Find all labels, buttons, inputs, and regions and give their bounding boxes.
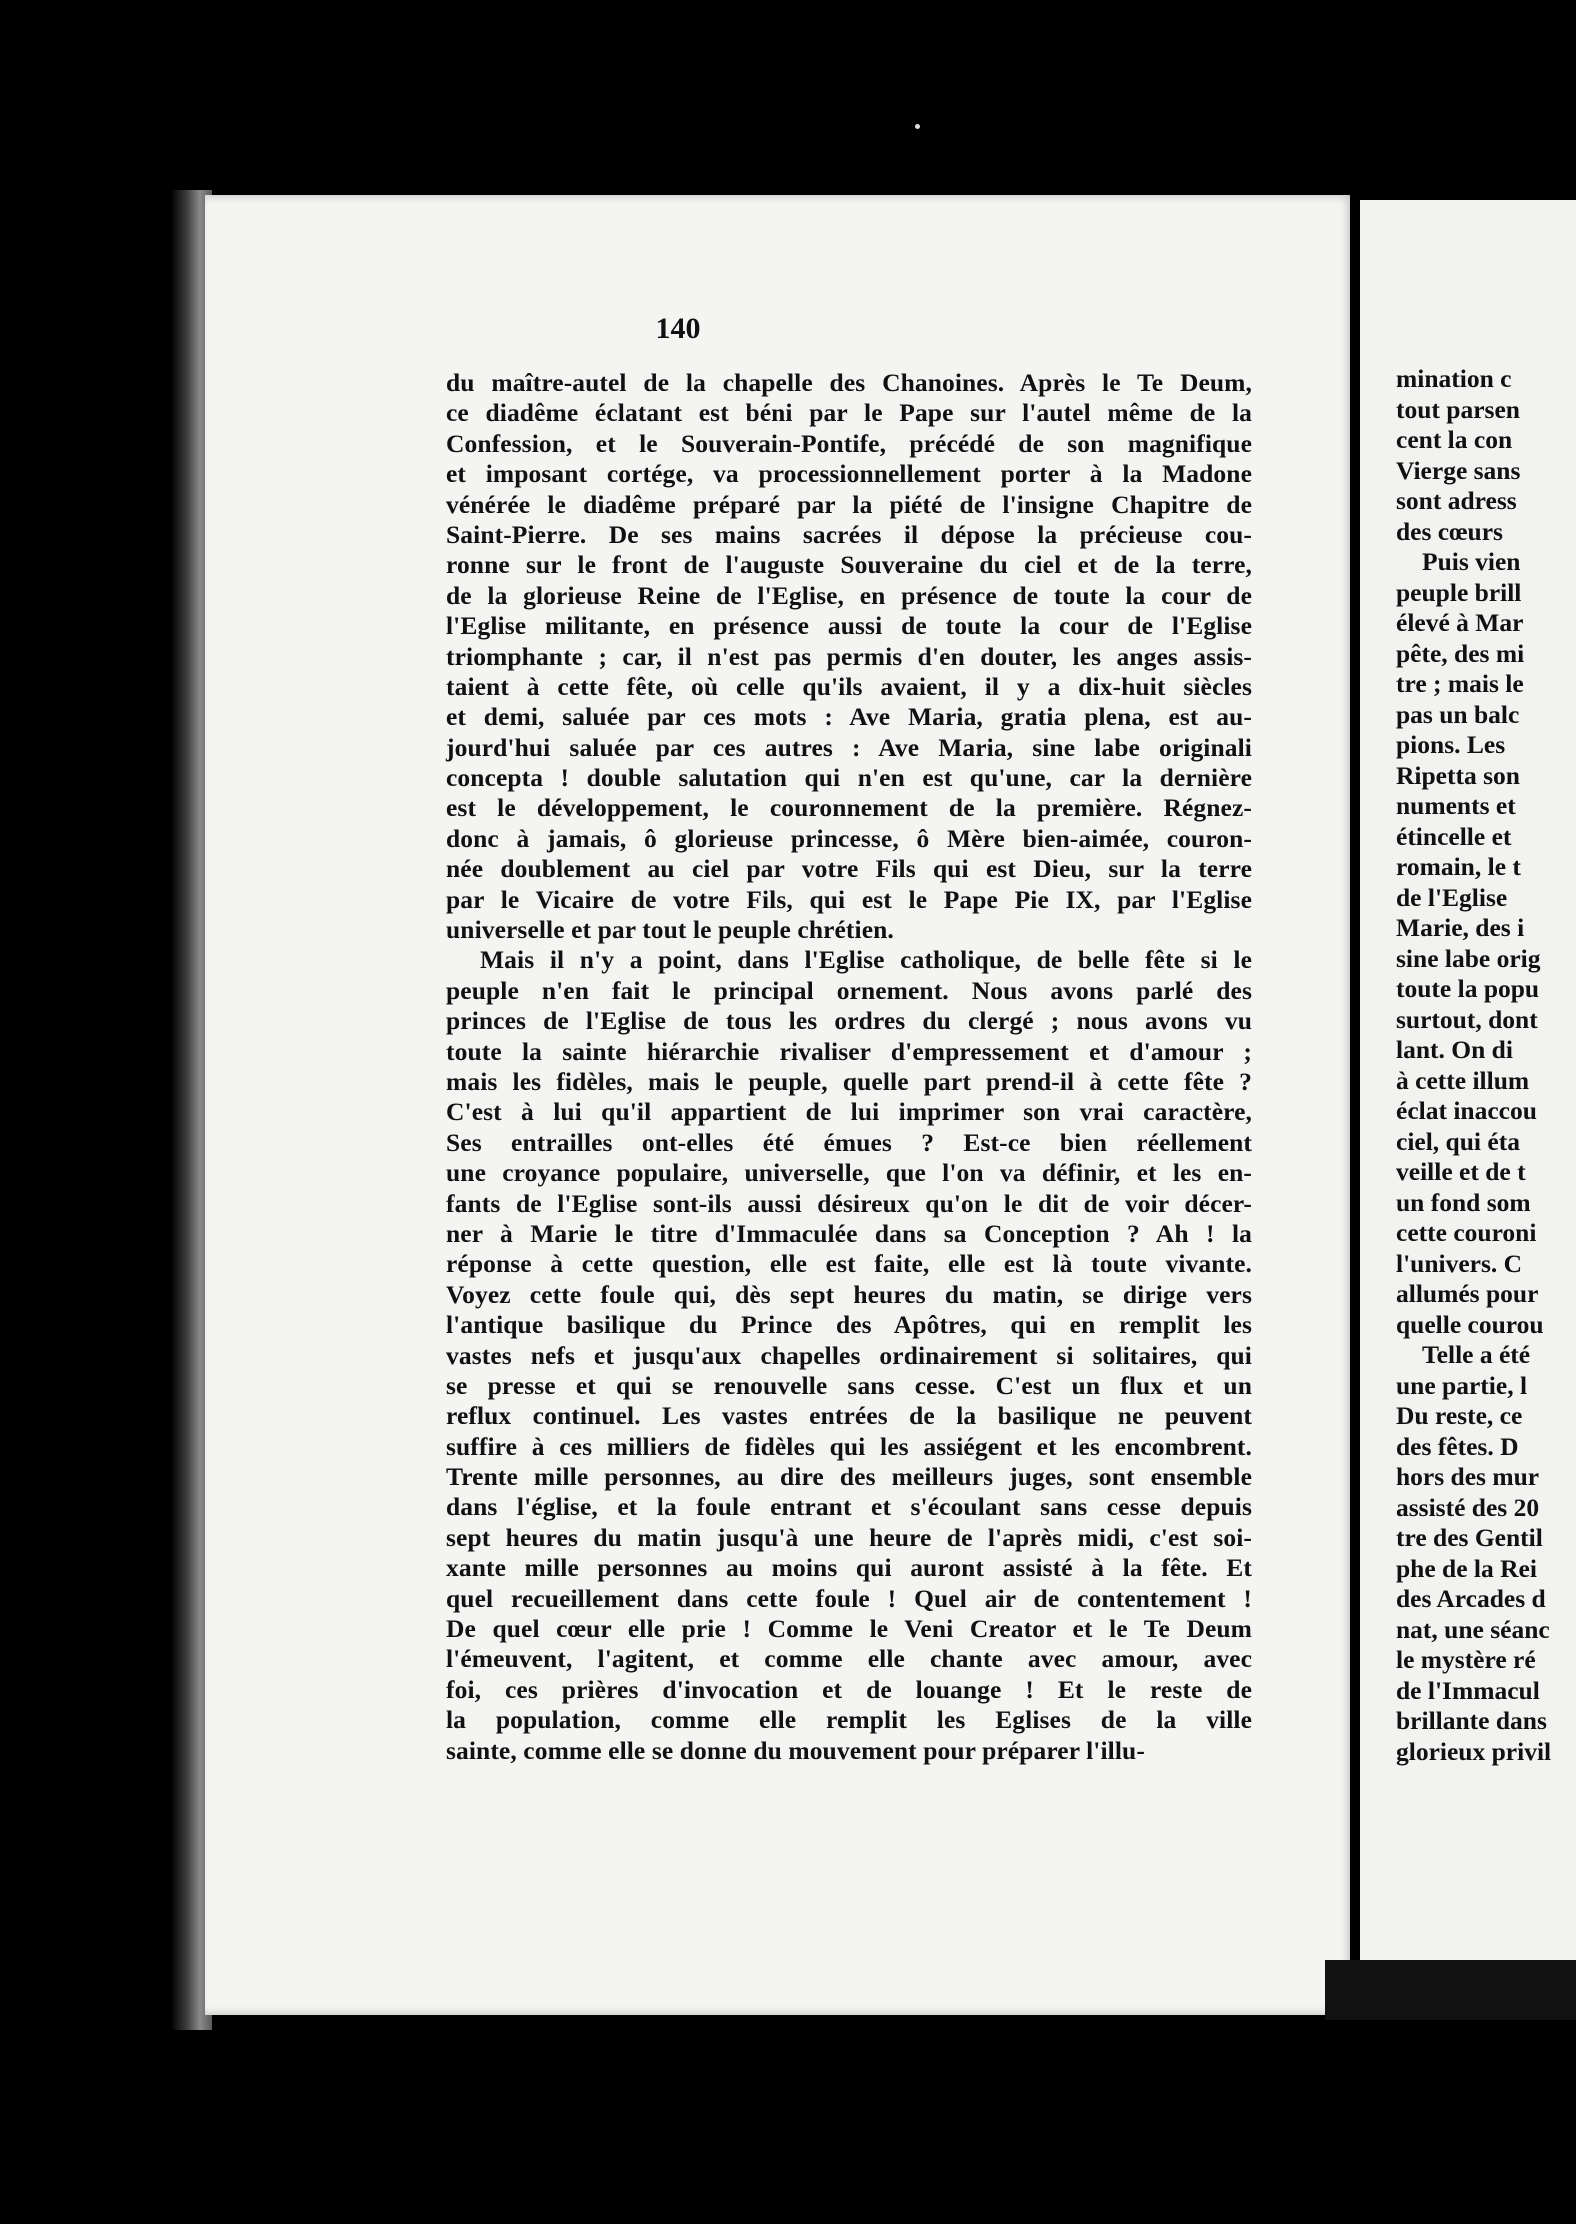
- text-line: sainte, comme elle se donne du mouvement pour préparer l'illu-: [446, 1735, 1145, 1765]
- dust-speck: [915, 124, 920, 129]
- text-line: vénérée le diadême préparé par la piété de l'insigne Chapitre de: [446, 489, 1252, 519]
- text-line: cette couroni: [1396, 1218, 1537, 1247]
- text-line: réponse à cette question, elle est faite, elle est là toute vivante.: [446, 1249, 1252, 1279]
- text-line: vastes nefs et jusqu'aux chapelles ordinairement si solitaires, qui: [446, 1340, 1252, 1370]
- text-line: princes de l'Eglise de tous les ordres du clergé ; nous avons vu: [446, 1006, 1252, 1036]
- text-line: tout parsen: [1396, 394, 1520, 424]
- text-line: taient à cette fête, où celle qu'ils avaient, il y a dix-huit siècles: [446, 671, 1252, 701]
- text-line: assisté des 20: [1396, 1492, 1540, 1522]
- text-line: Saint-Pierre. De ses mains sacrées il dépose la précieuse cou-: [446, 519, 1252, 549]
- text-line: toute la popu: [1396, 974, 1540, 1003]
- text-line: toute la sainte hiérarchie rivaliser d'empressement et d'amour ;: [446, 1036, 1252, 1066]
- text-line: l'univers. C: [1396, 1248, 1523, 1278]
- text-line: universelle et par tout le peuple chrétien.: [446, 915, 894, 945]
- text-line: sont adress: [1396, 486, 1517, 515]
- text-line: ce diadême éclatant est béni par le Pape sur l'autel même de la: [446, 398, 1252, 428]
- text-line: Marie, des i: [1396, 913, 1525, 942]
- text-line: l'émeuvent, l'agitent, et comme elle chante avec amour, avec: [446, 1644, 1252, 1674]
- text-line: peuple n'en fait le principal ornement. Nous avons parlé des: [446, 975, 1252, 1005]
- text-line: élevé à Mar: [1396, 608, 1524, 637]
- left-page-text: [446, 368, 1252, 1766]
- page-number: 140: [655, 312, 701, 345]
- text-line: et imposant cortége, va processionnellement porter à la Madone: [446, 459, 1252, 489]
- text-line: quel recueillement dans cette foule ! Quel air de contentement !: [446, 1583, 1252, 1613]
- text-line: éclat inaccou: [1396, 1096, 1537, 1125]
- text-line: De quel cœur elle prie ! Comme le Veni Creator et le Te Deum: [446, 1614, 1252, 1644]
- text-line: allumés pour: [1396, 1279, 1539, 1308]
- text-line: un fond som: [1396, 1187, 1531, 1217]
- text-line: pête, des mi: [1396, 638, 1525, 668]
- text-line: dans l'église, et la foule entrant et s'écoulant sans cesse depuis: [446, 1492, 1252, 1522]
- text-line: quelle courou: [1396, 1309, 1544, 1339]
- bottom-shadow: [1325, 1960, 1576, 2020]
- text-line: phe de la Rei: [1396, 1553, 1537, 1583]
- text-line: Vierge sans: [1396, 455, 1521, 485]
- text-line: Ses entrailles ont-elles été émues ? Est-ce bien réellement: [446, 1127, 1252, 1157]
- text-line: Ripetta son: [1396, 760, 1520, 790]
- text-line: née doublement au ciel par votre Fils qui est Dieu, sur la terre: [446, 854, 1252, 884]
- text-line: des cœurs: [1396, 516, 1503, 546]
- text-line: l'antique basilique du Prince des Apôtres, qui en remplit les: [446, 1310, 1252, 1340]
- text-line: triomphante ; car, il n'est pas permis d'en douter, les anges assis-: [446, 641, 1252, 671]
- text-line: du maître-autel de la chapelle des Chanoines. Après le Te Deum,: [446, 368, 1252, 397]
- text-line: xante mille personnes au moins qui auront assisté à la fête. Et: [446, 1553, 1252, 1583]
- text-line: ciel, qui éta: [1396, 1126, 1520, 1156]
- text-line: jourd'hui saluée par ces autres : Ave Maria, sine labe originali: [446, 732, 1252, 762]
- text-line: cent la con: [1396, 425, 1513, 454]
- text-line: ronne sur le front de l'auguste Souveraine du ciel et de la terre,: [446, 550, 1252, 580]
- text-line: numents et: [1396, 791, 1516, 820]
- text-line: veille et de t: [1396, 1157, 1526, 1186]
- text-line: se presse et qui se renouvelle sans cesse. C'est un flux et un: [446, 1370, 1252, 1400]
- text-line: surtout, dont: [1396, 1004, 1538, 1034]
- text-line: mination c: [1396, 364, 1512, 393]
- text-line: une croyance populaire, universelle, que l'on va définir, et les en-: [446, 1158, 1252, 1188]
- text-line: la population, comme elle remplit les Eglises de la ville: [446, 1705, 1252, 1735]
- text-line: glorieux privil: [1396, 1736, 1552, 1766]
- text-line: Puis vien: [1422, 547, 1521, 576]
- text-line: l'Eglise militante, en présence aussi de toute la cour de l'Eglise: [446, 611, 1252, 641]
- text-line: étincelle et: [1396, 821, 1512, 851]
- text-line: et demi, saluée par ces mots : Ave Maria, gratia plena, est au-: [446, 702, 1252, 732]
- text-line: tre des Gentil: [1396, 1523, 1543, 1552]
- text-line: une partie, l: [1396, 1370, 1528, 1400]
- text-line: pas un balc: [1396, 699, 1520, 729]
- text-line: romain, le t: [1396, 852, 1521, 881]
- text-line: Du reste, ce: [1396, 1401, 1523, 1430]
- text-line: à cette illum: [1396, 1065, 1530, 1095]
- text-line: par le Vicaire de votre Fils, qui est le Pape Pie IX, par l'Eglise: [446, 884, 1252, 914]
- text-line: sine labe orig: [1396, 943, 1541, 973]
- text-line: Telle a été: [1422, 1340, 1531, 1369]
- text-line: lant. On di: [1396, 1035, 1513, 1064]
- text-line: Voyez cette foule qui, dès sept heures du matin, se dirige vers: [446, 1279, 1252, 1309]
- text-line: est le développement, le couronnement de la première. Régnez-: [446, 793, 1252, 823]
- text-line: fants de l'Eglise sont-ils aussi désireux qu'on le dit de voir décer-: [446, 1188, 1252, 1218]
- text-line: C'est à lui qu'il appartient de lui imprimer son vrai caractère,: [446, 1097, 1252, 1127]
- text-line: reflux continuel. Les vastes entrées de la basilique ne peuvent: [446, 1401, 1252, 1431]
- text-line: de l'Eglise: [1396, 882, 1508, 912]
- text-line: peuple brill: [1396, 577, 1522, 607]
- text-line: Mais il n'y a point, dans l'Eglise catholique, de belle fête si le: [480, 945, 1252, 975]
- text-line: des fêtes. D: [1396, 1431, 1519, 1461]
- text-line: suffire à ces milliers de fidèles qui les assiégent et les encombrent.: [446, 1431, 1252, 1461]
- text-line: hors des mur: [1396, 1462, 1540, 1491]
- text-line: donc à jamais, ô glorieuse princesse, ô Mère bien-aimée, couron-: [446, 823, 1252, 853]
- right-page-text: [1396, 364, 1576, 1767]
- text-line: Trente mille personnes, au dire des meilleurs juges, sont ensemble: [446, 1462, 1252, 1492]
- text-line: brillante dans: [1396, 1706, 1547, 1735]
- text-line: mais les fidèles, mais le peuple, quelle part prend-il à cette fête ?: [446, 1066, 1252, 1096]
- text-line: des Arcades d: [1396, 1584, 1546, 1613]
- text-line: pions. Les: [1396, 730, 1506, 759]
- text-line: Confession, et le Souverain-Pontife, précédé de son magnifique: [446, 428, 1252, 458]
- text-line: ner à Marie le titre d'Immaculée dans sa Conception ? Ah ! la: [446, 1218, 1252, 1248]
- text-line: concepta ! double salutation qui n'en est qu'une, car la dernière: [446, 763, 1252, 793]
- text-line: foi, ces prières d'invocation et de louange ! Et le reste de: [446, 1674, 1252, 1704]
- text-line: sept heures du matin jusqu'à une heure de l'après midi, c'est soi-: [446, 1522, 1252, 1552]
- text-line: de l'Immacul: [1396, 1675, 1540, 1705]
- text-line: de la glorieuse Reine de l'Eglise, en présence de toute la cour de: [446, 580, 1252, 610]
- text-line: tre ; mais le: [1396, 669, 1524, 698]
- text-line: le mystère ré: [1396, 1645, 1536, 1674]
- text-line: nat, une séanc: [1396, 1614, 1550, 1644]
